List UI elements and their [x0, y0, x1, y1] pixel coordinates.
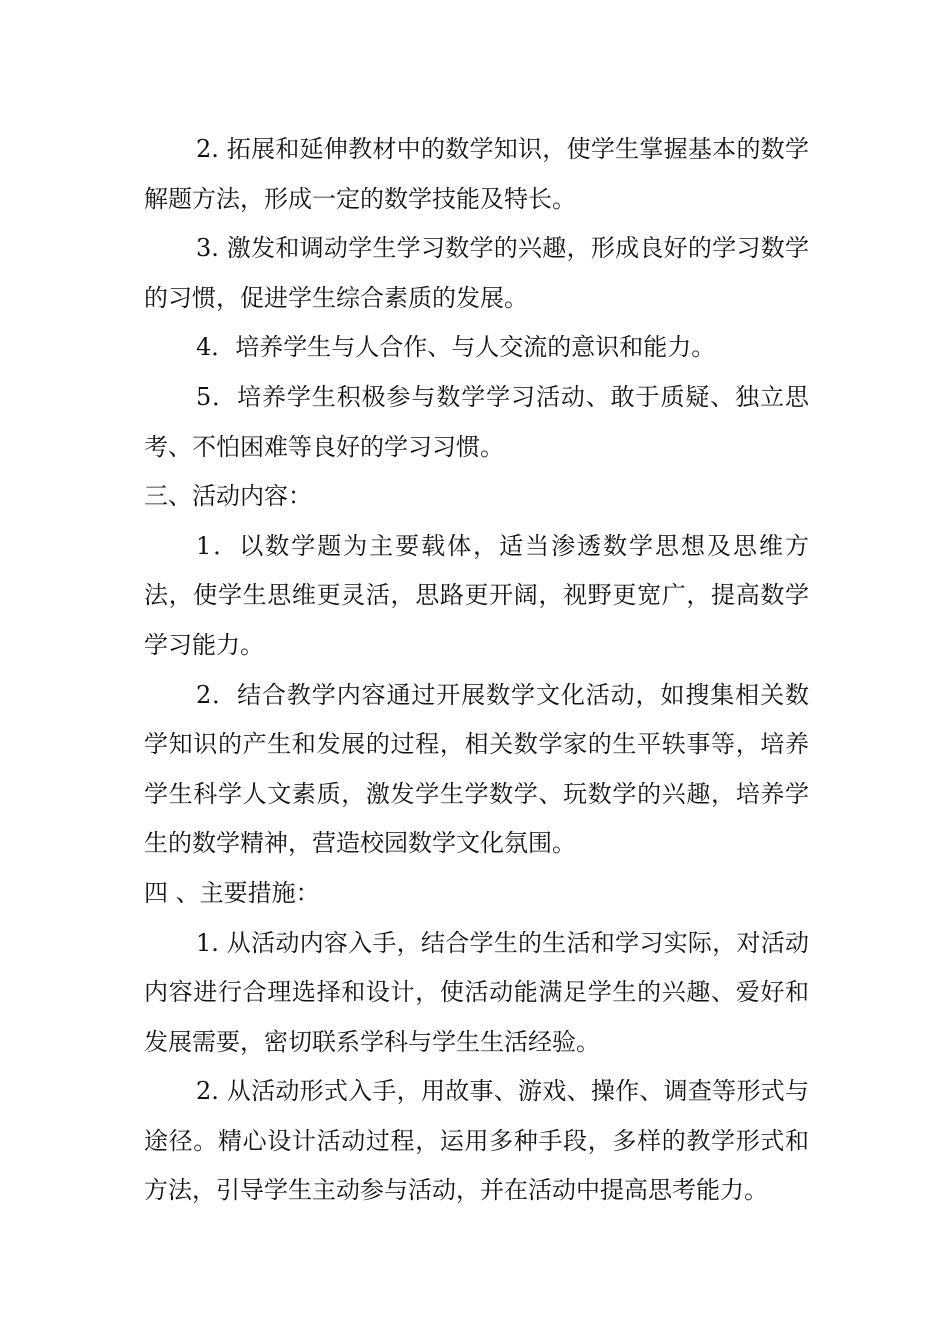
paragraph-objective-4: 4．培养学生与人合作、与人交流的意识和能力。 [196, 333, 716, 362]
paragraph-objective-2: 2. 拓展和延伸教材中的数学知识，使学生掌握基本的数学解题方法，形成一定的数学技能及特长。 [144, 135, 809, 213]
paragraph-measure-1: 1. 从活动内容入手，结合学生的生活和学习实际，对活动内容进行合理选择和设计，使活动能满足学生的兴趣、爱好和发展需要，密切联系学科与学生生活经验。 [144, 928, 809, 1056]
paragraph-measure-2: 2. 从活动形式入手，用故事、游戏、操作、调查等形式与途径。精心设计活动过程，运用多种手段，多样的教学形式和方法，引导学生主动参与活动，并在活动中提高思考能力。 [144, 1077, 809, 1205]
document-body [144, 125, 809, 1216]
paragraph-objective-3: 3. 激发和调动学生学习数学的兴趣，形成良好的学习数学的习惯，促进学生综合素质的发展。 [144, 234, 809, 312]
paragraph-objective-5: 5．培养学生积极参与数学学习活动、敢于质疑、独立思考、不怕困难等良好的学习习惯。 [144, 382, 809, 461]
paragraph-content-2: 2．结合教学内容通过开展数学文化活动，如搜集相关数学知识的产生和发展的过程，相关数学家的生平轶事等，培养学生科学人文素质，激发学生学数学、玩数学的兴趣，培养学生的数学精神，营造校园数学文化氛围。 [144, 680, 809, 858]
paragraph-content-1: 1．以数学题为主要载体，适当渗透数学思想及思维方法，使学生思维更灵活，思路更开阔，视野更宽广，提高数学学习能力。 [144, 531, 809, 659]
section-heading-main-measures: 四 、主要措施： [144, 878, 320, 907]
section-heading-activity-content: 三、活动内容： [144, 482, 312, 511]
